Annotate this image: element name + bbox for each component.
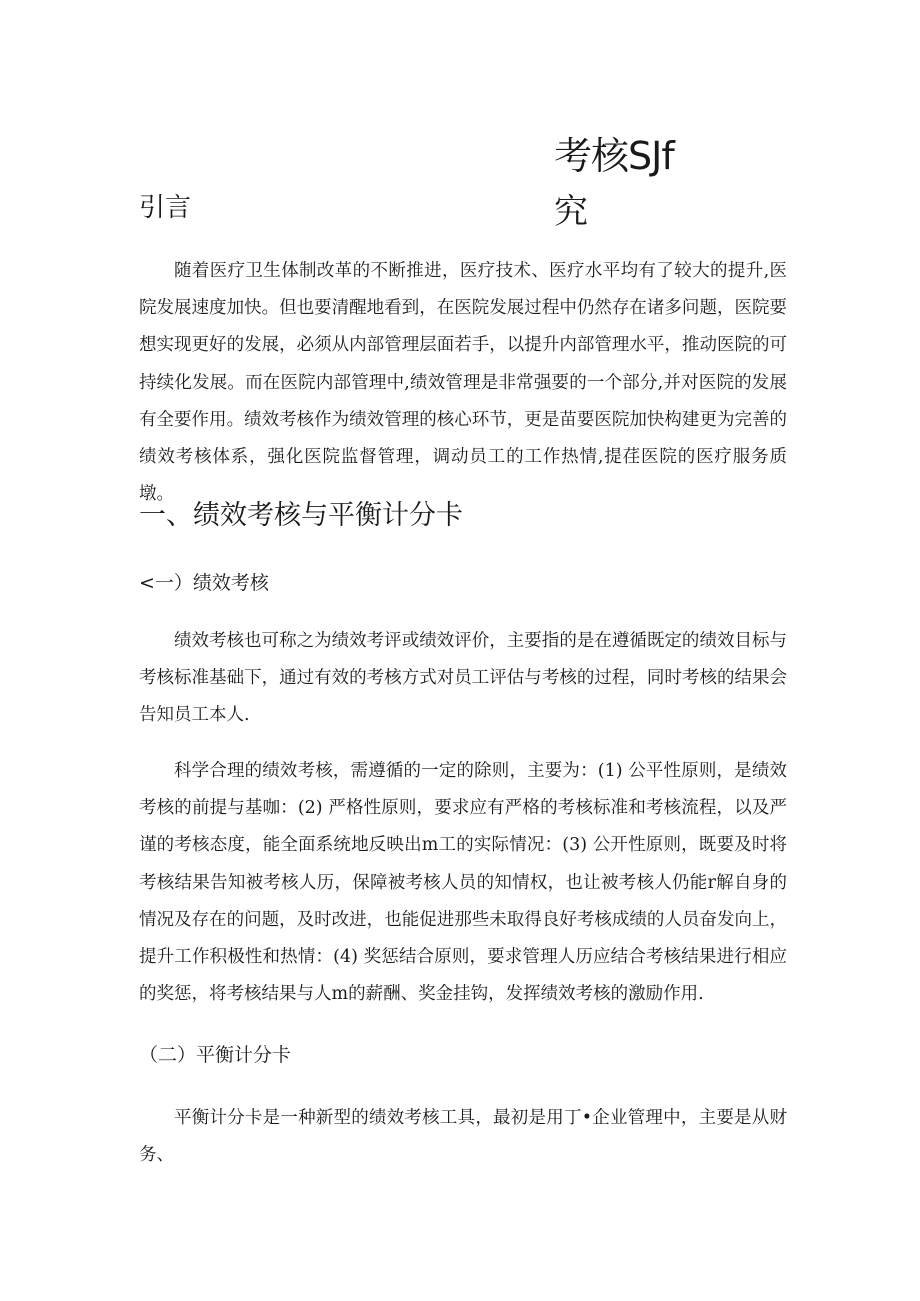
bsc-paragraph: 平衡计分卡是一种新型的绩效考核工具，最初是用丁•企业管理中，主要是从财务、 bbox=[139, 1108, 787, 1166]
document-title-line2: 究 bbox=[554, 192, 588, 232]
principles-paragraph: 科学合理的绩效考核，需遵循的一定的除则，主要为：(1) 公平性原则，是绩效考核的前提与基咖：(2) 严格性原则，要求应有严格的考核标准和考核流程，以及严谨的考核态度，能全面系统地反映出m工的实际情况：(3) 公开性原则，既要及时将考核结果告知被考核人历，保障被考核人员的知情权，也让被考核人仍能r解自身的情况及存在的问题，及时改进，也能促进那些未取得良好考核成绩的人员奋发向上，提升工作积极性和热情：(4) 奖惩结合原则，要求管理人历应结合考核结果进行相应的奖惩，将考核结果与人m的薪酬、奖金挂钩，发挥绩效考核的激励作用. bbox=[139, 761, 787, 1005]
definition-paragraph: 绩效考核也可称之为绩效考评或绩效评价，主要指的是在遵循既定的绩效目标与考核标准基础下，通过有效的考核方式对员工评估与考核的过程，同时考核的结果会告知员工本人. bbox=[139, 631, 787, 726]
subsection-heading-2: （二）平衡计分卡 bbox=[139, 1044, 292, 1066]
intro-heading: 引言 bbox=[139, 193, 192, 223]
subsection-heading-1: <一）绩效考核 bbox=[139, 572, 269, 594]
section-heading-1: 一、绩效考核与平衡计分卡 bbox=[139, 500, 463, 531]
document-title-line1: 考核SJf bbox=[554, 134, 674, 178]
intro-paragraph: 随着医疗卫生体制改革的不断推进，医疗技术、医疗水平均有了较大的提升,医院发展速度加快。但也要清醒地看到，在医院发展过程中仍然存在诸多问题，医院要想实现更好的发展，必须从内部管理层面若手，以提升内部管理水平，推动医院的可持续化发展。而在医院内部管理中,绩效管理是非常强要的一个部分,并对医院的发展有全要作用。绩效考核作为绩效管理的核心环节，更是苗要医院加快构建更为完善的绩效考核体系，强化医院监督管理，调动员工的工作热情,提荏医院的医疗服务质墩。 bbox=[139, 261, 787, 505]
